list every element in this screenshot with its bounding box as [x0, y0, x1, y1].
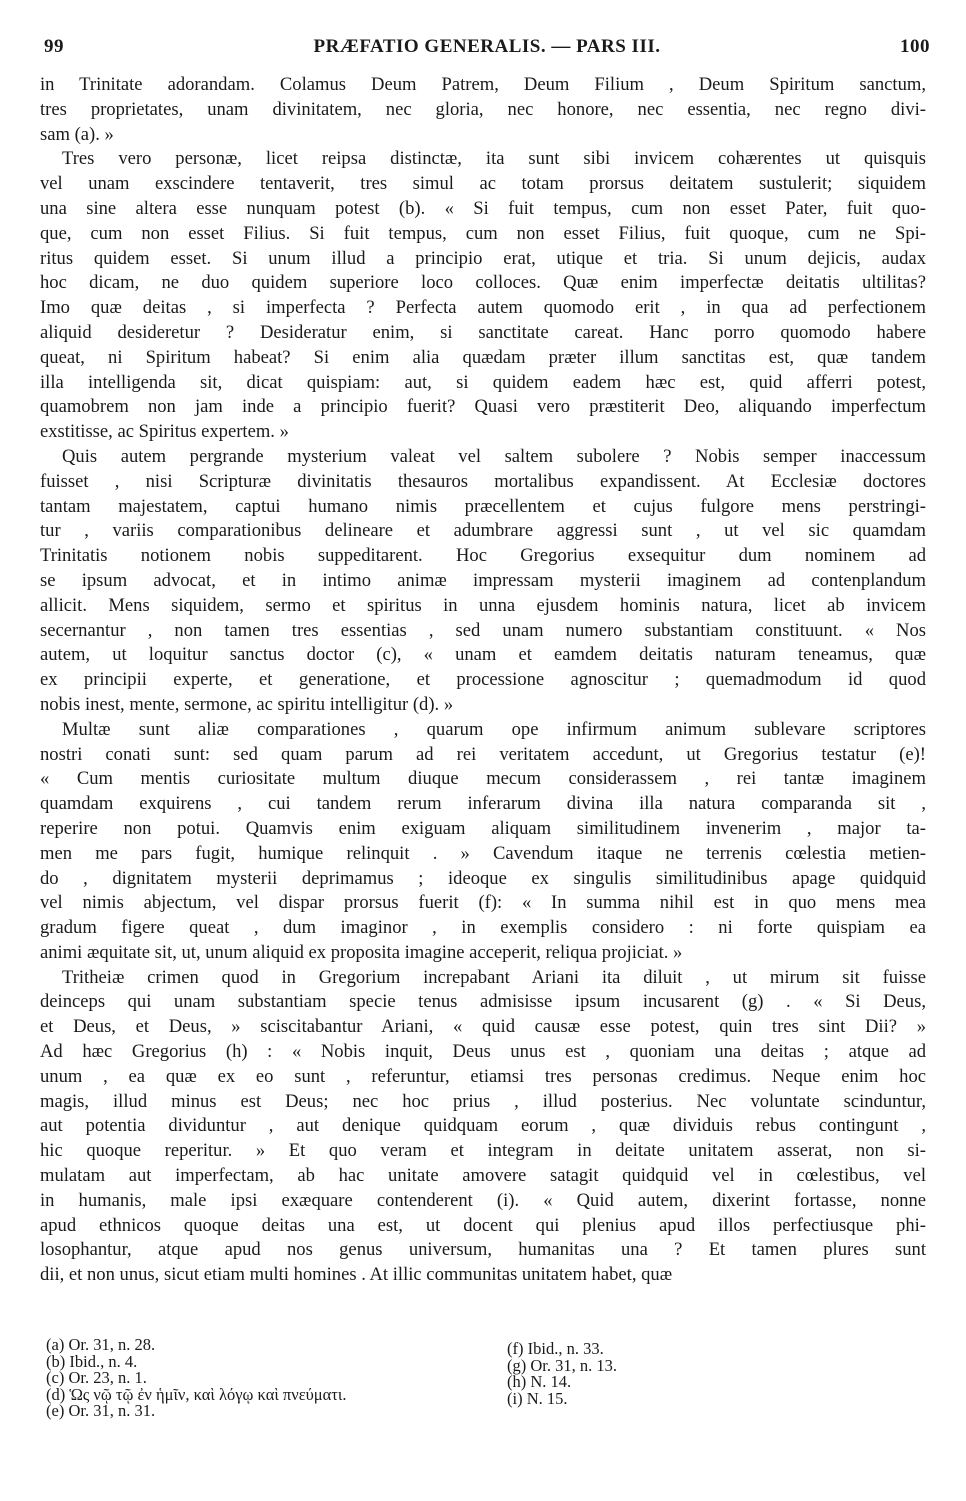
- text-line: deinceps qui unam substantiam specie tenus admisisse ipsum incusarent (g) . « Si Deus,: [40, 991, 926, 1013]
- text-line: Ad hæc Gregorius (h) : « Nobis inquit, Deus unus est , quoniam una deitas ; atque ad: [40, 1041, 926, 1063]
- text-line: ritus quidem esset. Si unum illud a principio erat, utique et tria. Si unum dejicis, audax: [40, 247, 926, 269]
- text-line: gradum figere queat , dum imaginor , in exemplis considero : ni forte quispiam ea: [40, 917, 926, 939]
- text-line: aut potentia dividuntur , aut denique quidquam eorum , quæ dividuis rebus contingunt ,: [40, 1115, 926, 1137]
- footnote: (d) Ὡς νῷ τῷ ἐν ἡμῖν, καὶ λόγῳ καὶ πνεύματι.: [46, 1384, 347, 1404]
- text-line: nobis inest, mente, sermone, ac spiritu intelligitur (d). »: [40, 693, 454, 715]
- text-line: secernantur , non tamen tres essentias , sed unam numero substantiam constituunt. « Nos: [40, 619, 926, 641]
- footnote: (h) N. 14.: [507, 1372, 572, 1392]
- text-line: Tres vero personæ, licet reipsa distinctæ, ita sunt sibi invicem cohærentes ut quisquis: [62, 148, 926, 170]
- text-line: quamdam exquirens , cui tandem rerum inferarum divina illa natura comparanda sit ,: [40, 793, 926, 815]
- text-line: allicit. Mens siquidem, sermo et spiritus in unna ejusdem hominis natura, licet ab invicem: [40, 594, 926, 616]
- text-line: exstitisse, ac Spiritus expertem. »: [40, 421, 289, 443]
- footnote: (e) Or. 31, n. 31.: [46, 1401, 156, 1421]
- text-line: Imo quæ deitas , si imperfecta ? Perfecta autem quomodo erit , in qua ad perfectionem: [40, 297, 926, 319]
- text-line: do , dignitatem mysterii deprimamus ; ideoque ex singulis similitudinibus apage quidquid: [40, 867, 926, 889]
- footnote: (a) Or. 31, n. 28.: [46, 1335, 156, 1354]
- text-line: vel nimis abjectum, vel dispar prorsus fuerit (f): « In summa nihil est in quo mens mea: [40, 892, 926, 914]
- text-line: Tritheiæ crimen quod in Gregorium increpabant Ariani ita diluit , ut mirum sit fuisse: [62, 966, 926, 988]
- footnote: (f) Ibid., n. 33.: [507, 1339, 604, 1358]
- page-number-right: 100: [900, 36, 930, 57]
- text-line: magis, illud minus est Deus; nec hoc prius , illud posterius. Nec voluntate scinduntur,: [40, 1090, 926, 1112]
- text-line: Trinitatis notionem nobis suppeditarent. Hoc Gregorius exsequitur dum nominem ad: [40, 545, 926, 567]
- text-line: in humanis, male ipsi exæquare contenderent (i). « Quid autem, dixerint fortasse, nonne: [40, 1189, 926, 1211]
- text-line: se ipsum advocat, et in intimo animæ impressam mysterii imaginem ad contenplandum: [40, 569, 926, 591]
- text-line: sam (a). »: [40, 123, 114, 145]
- footnote: (i) N. 15.: [507, 1388, 568, 1408]
- text-line: hic quoque reperitur. » Et quo veram et integram in deitate unitatem asserat, non si-: [40, 1140, 926, 1162]
- text-line: Quis autem pergrande mysterium valeat vel saltem subolere ? Nobis semper inaccessum: [62, 445, 926, 467]
- footnote: (b) Ibid., n. 4.: [46, 1351, 138, 1371]
- text-line: aliquid desideretur ? Desideratur enim, si sanctitate careat. Hanc porro quomodo habere: [40, 321, 926, 343]
- page-number-left: 99: [44, 36, 64, 57]
- text-line: losophantur, atque apud nos genus universum, humanitas una ? Et tamen plures sunt: [40, 1239, 926, 1261]
- footnotes-left: [46, 1337, 486, 1420]
- text-line: quamobrem non jam inde a principio fuerit? Quasi vero præstiterit Deo, aliquando imperfectum: [40, 396, 926, 418]
- text-line: « Cum mentis curiositate multum diuque mecum considerassem , rei tantæ imaginem: [40, 768, 926, 790]
- text-line: et Deus, et Deus, » sciscitabantur Ariani, « quid causæ esse potest, quin tres sint Dii? »: [40, 1016, 926, 1038]
- text-line: fuisset , nisi Scripturæ divinitatis thesauros mortalibus expandissent. At Ecclesiæ doctores: [40, 470, 926, 492]
- text-line: hoc dicam, ne duo quidem superiore loco colloces. Quæ enim imperfectæ deitatis ultilitas?: [40, 272, 926, 294]
- text-line: vel unam exscindere tentaverit, tres simul ac totam prorsus deitatem sustulerit; siquidem: [40, 173, 926, 195]
- text-line: queat, ni Spiritum habeat? Si enim alia quædam præter illum sanctitas est, quæ tandem: [40, 346, 926, 368]
- text-line: una sine altera esse nunquam potest (b). « Si fuit tempus, cum non esset Pater, fuit quo-: [40, 197, 926, 219]
- footnote: (c) Or. 23, n. 1.: [46, 1368, 147, 1388]
- text-line: dii, et non unus, sicut etiam multi homines . At illic communitas unitatem habet, quæ: [40, 1264, 673, 1286]
- footnotes-right: [507, 1341, 807, 1407]
- text-line: ex principii experte, et generatione, et processione agnoscitur ; quemadmodum id quod: [40, 669, 926, 691]
- text-line: nostri conati sunt: sed quam parum ad rei veritatem accedunt, ut Gregorius testatur (e)!: [40, 743, 926, 765]
- text-line: autem, ut loquitur sanctus doctor (c), « unam et eamdem deitatis naturam teneamus, quæ: [40, 644, 926, 666]
- text-line: mulatam aut imperfectam, ab hac unitate amovere satagit quidquid vel in cœlestibus, vel: [40, 1165, 926, 1187]
- text-line: tantam majestatem, captui humano nimis præcellentem et cujus fulgore mens perstringi-: [40, 495, 926, 517]
- text-line: tres proprietates, unam divinitatem, nec gloria, nec honore, nec essentia, nec regno divi-: [40, 98, 926, 120]
- footnote: (g) Or. 31, n. 13.: [507, 1355, 617, 1375]
- text-line: unum , ea quæ ex eo sunt , referuntur, etiamsi tres personas credimus. Neque enim hoc: [40, 1065, 926, 1087]
- text-line: men me pars fugit, humique relinquit . » Cavendum itaque ne terrenis cœlestia metien-: [40, 842, 926, 864]
- running-title: PRÆFATIO GENERALIS. — PARS III.: [313, 36, 661, 57]
- text-line: apud ethnicos quoque deitas una est, ut docent qui plenius apud illos perfectiusque phi-: [40, 1214, 926, 1236]
- text-line: tur , variis comparationibus delineare et adumbrare aggressi sunt , ut vel sic quamdam: [40, 520, 926, 542]
- running-header: [44, 36, 930, 64]
- text-line: Multæ sunt aliæ comparationes , quarum ope infirmum animum sublevare scriptores: [62, 718, 926, 740]
- text-line: reperire non potui. Quamvis enim exiguam aliquam similitudinem invenerim , major ta-: [40, 817, 926, 839]
- text-line: que, cum non esset Filius. Si fuit tempus, cum non esset Filius, fuit quoque, cum ne Spi-: [40, 222, 926, 244]
- text-line: in Trinitate adorandam. Colamus Deum Patrem, Deum Filium , Deum Spiritum sanctum,: [40, 74, 926, 95]
- body-text: [40, 73, 926, 1288]
- text-line: illa intelligenda sit, dicat quispiam: aut, si quidem eadem hæc est, quid afferri potest,: [40, 371, 926, 393]
- text-line: animi æquitate sit, ut, unum aliquid ex proposita imagine acceperit, reliqua projiciat. »: [40, 941, 683, 963]
